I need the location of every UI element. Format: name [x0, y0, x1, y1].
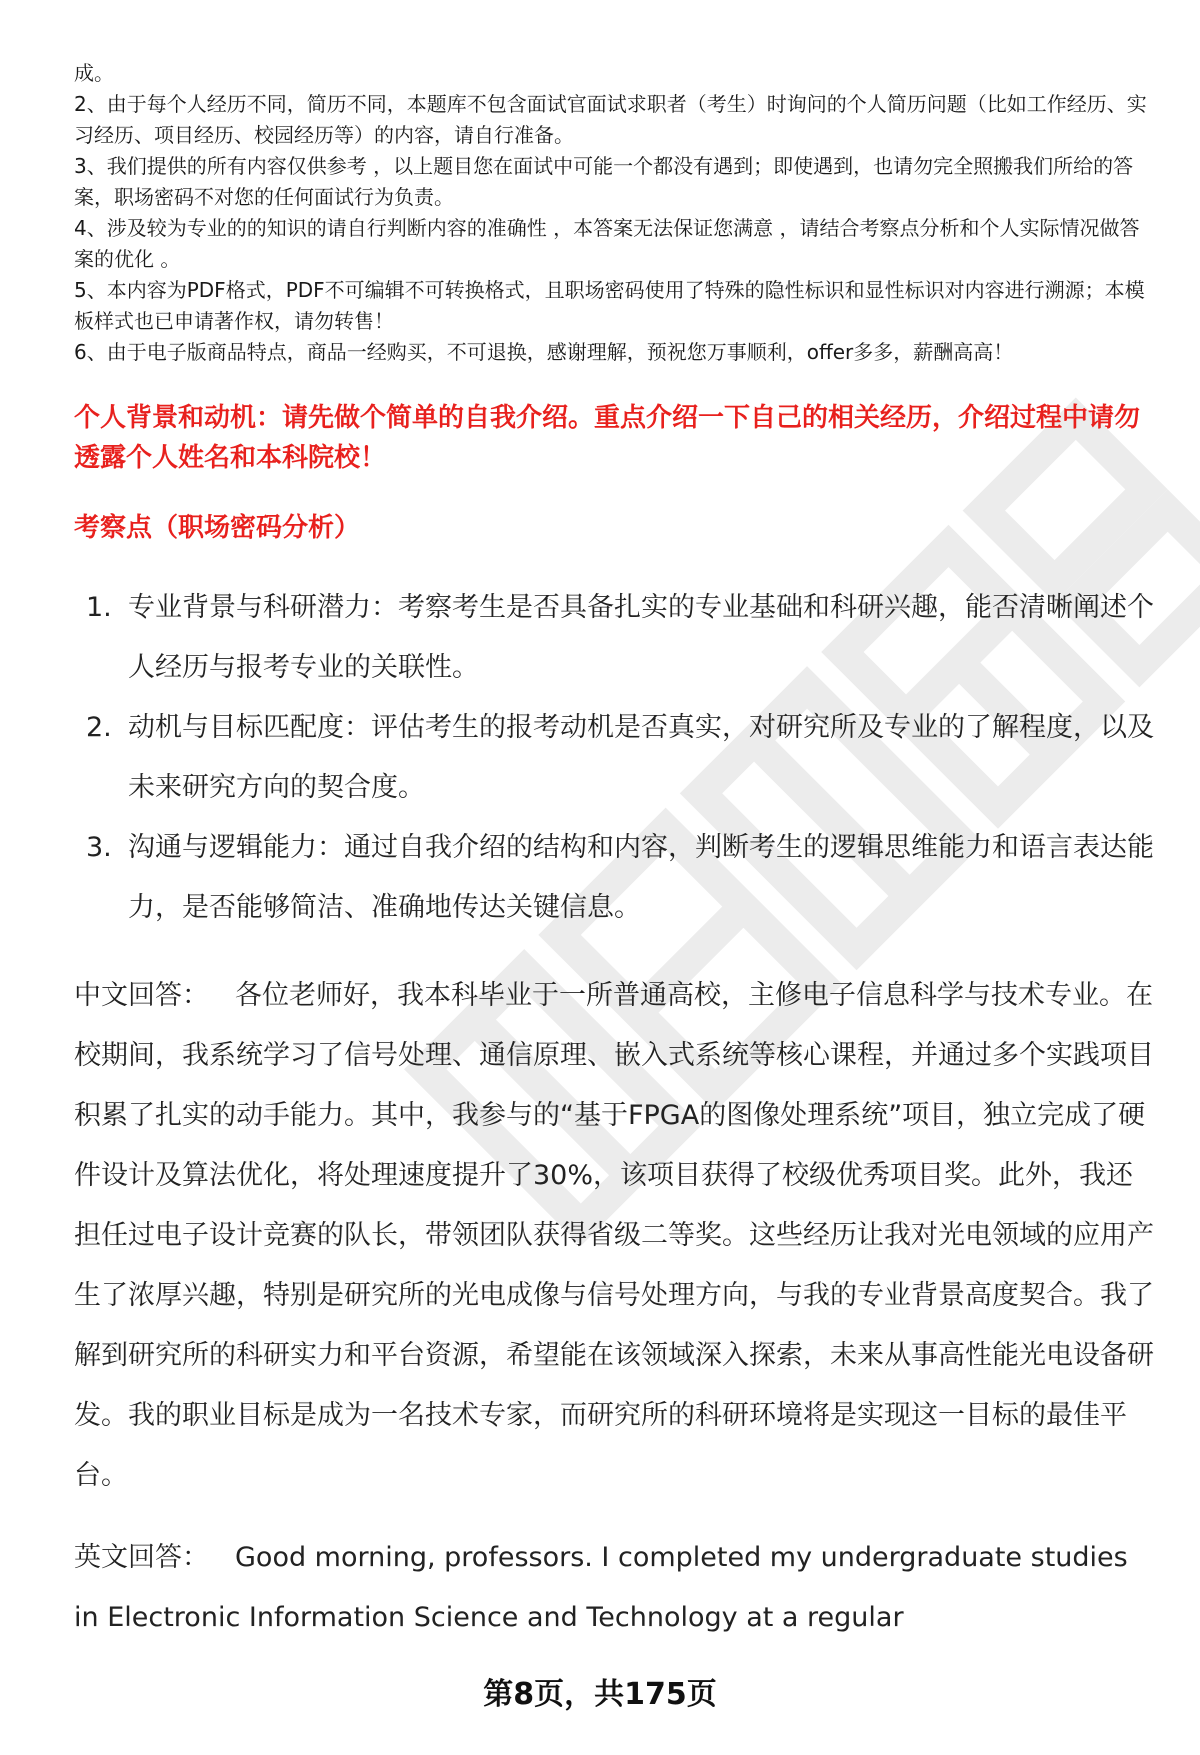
point-text: 动机与目标匹配度：评估考生的报考动机是否真实，对研究所及专业的了解程度，以及未来研究方向的契合度。 — [128, 712, 1154, 803]
note-line: 成。 — [74, 61, 114, 85]
page-content — [74, 58, 1156, 1648]
answer-chinese — [74, 966, 1156, 1506]
answer-chinese-label: 中文回答： — [74, 980, 209, 1011]
analysis-points — [74, 578, 1156, 938]
point-text: 沟通与逻辑能力：通过自我介绍的结构和内容，判断考生的逻辑思维能力和语言表达能力，是否能够简洁、准确地传达关键信息。 — [128, 832, 1154, 923]
answer-english-text: Good morning, professors. I completed my undergraduate studies in Electronic Information Science and Technology at a regular — [74, 1542, 1128, 1633]
note-line: 2、由于每个人经历不同，简历不同，本题库不包含面试官面试求职者（考生）时询问的个人简历问题（比如工作经历、实习经历、项目经历、校园经历等）的内容，请自行准备。 — [74, 92, 1147, 147]
answer-english-label: 英文回答： — [74, 1542, 209, 1573]
note-line: 3、我们提供的所有内容仅供参考 ，以上题目您在面试中可能一个都没有遇到；即使遇到，也请勿完全照搬我们所给的答案，职场密码不对您的任何面试行为负责。 — [74, 154, 1134, 209]
page-number-footer: 第8页，共175页 — [483, 1677, 717, 1712]
answer-chinese-text: 各位老师好，我本科毕业于一所普通高校，主修电子信息科学与技术专业。在校期间，我系统学习了信号处理、通信原理、嵌入式系统等核心课程，并通过多个实践项目积累了扎实的动手能力。其中，我参与的“基于FPGA的图像处理系统”项目，独立完成了硬件设计及算法优化，将处理速度提升了30%，该项目获得了校级优秀项目奖。此外，我还担任过电子设计竞赛的队长，带领团队获得省级二等奖。这些经历让我对光电领域的应用产生了浓厚兴趣，特别是研究所的光电成像与信号处理方向，与我的专业背景高度契合。我了解到研究所的科研实力和平台资源，希望能在该领域深入探索，未来从事高性能光电设备研发。我的职业目标是成为一名技术专家，而研究所的科研环境将是实现这一目标的最佳平台。 — [74, 980, 1154, 1491]
analysis-title: 考察点（职场密码分析） — [74, 513, 361, 543]
analysis-point — [74, 818, 1156, 938]
point-text: 专业背景与科研潜力：考察考生是否具备扎实的专业基础和科研兴趣，能否清晰阐述个人经历与报考专业的关联性。 — [128, 592, 1154, 683]
point-number: 3. — [86, 832, 112, 863]
analysis-point — [74, 698, 1156, 818]
note-line: 4、涉及较为专业的的知识的请自行判断内容的准确性 ，本答案无法保证您满意 ，请结合考察点分析和个人实际情况做答案的优化 。 — [74, 216, 1140, 271]
point-number: 1. — [86, 592, 112, 623]
notes-list — [74, 58, 1156, 368]
answer-english — [74, 1528, 1156, 1648]
note-line: 6、由于电子版商品特点，商品一经购买，不可退换，感谢理解，预祝您万事顺利，offer多多，薪酬高高！ — [74, 340, 1014, 364]
analysis-point — [74, 578, 1156, 698]
question-heading: 个人背景和动机：请先做个简单的自我介绍。重点介绍一下自己的相关经历，介绍过程中请勿透露个人姓名和本科院校！ — [74, 403, 1141, 473]
note-line: 5、本内容为PDF格式，PDF不可编辑不可转换格式，且职场密码使用了特殊的隐性标识和显性标识对内容进行溯源；本模板样式也已申请著作权，请勿转售！ — [74, 278, 1145, 333]
point-number: 2. — [86, 712, 112, 743]
